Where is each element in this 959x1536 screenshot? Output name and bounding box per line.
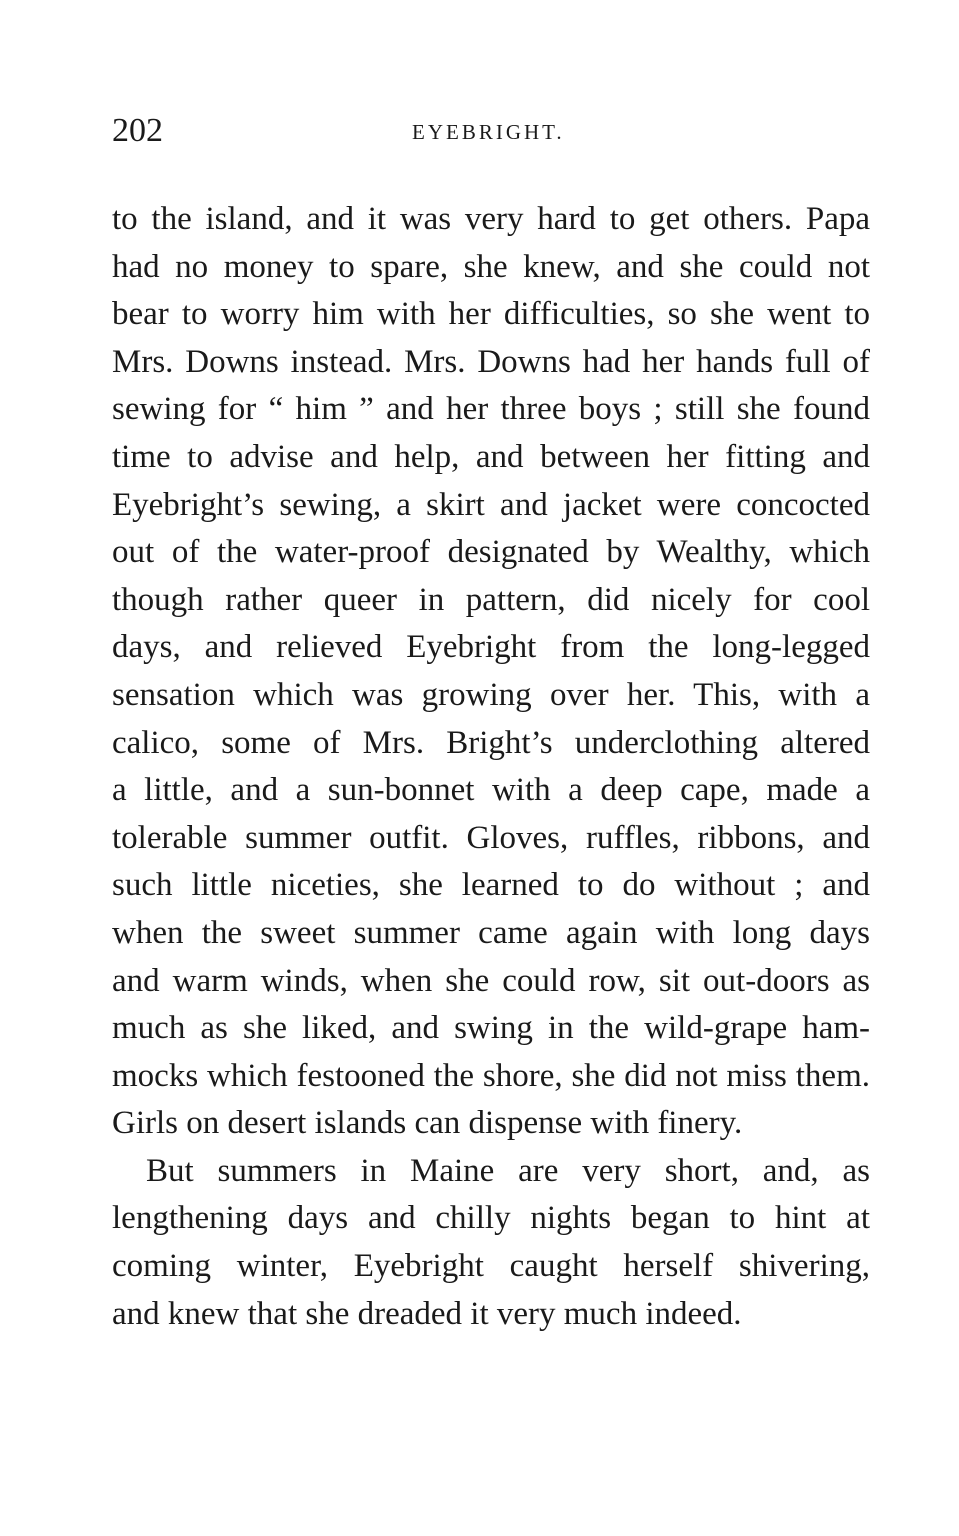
text-line: Girls on desert islands can dispense with finery. (112, 1105, 743, 1142)
text-line: to the island, and it was very hard to get others. Papa (112, 201, 870, 237)
text-line: coming winter, Eyebright caught herself shivering, (112, 1248, 870, 1285)
text-line: calico, some of Mrs. Bright’s underclothing altered (112, 724, 870, 761)
text-line: and knew that she dreaded it very much indeed. (112, 1295, 742, 1332)
text-line: had no money to spare, she knew, and she could not (112, 248, 870, 285)
text-line: time to advise and help, and between her fitting and (112, 438, 870, 475)
text-line: though rather queer in pattern, did nicely for cool (112, 581, 870, 618)
text-line: sensation which was growing over her. This, with a (112, 676, 870, 713)
paragraph-2 (112, 1148, 870, 1338)
body-text (112, 196, 870, 1338)
paragraph-1 (112, 196, 870, 1148)
text-line: Mrs. Downs instead. Mrs. Downs had her hands full of (112, 343, 870, 380)
text-line: when the sweet summer came again with long days (112, 914, 870, 951)
text-line: a little, and a sun-bonnet with a deep cape, made a (112, 772, 870, 809)
text-line: much as she liked, and swing in the wild-grape ham- (112, 1010, 870, 1047)
text-line: and warm winds, when she could row, sit out-doors as (112, 962, 870, 999)
text-line: sewing for “ him ” and her three boys ; still she found (112, 391, 870, 428)
text-line: such little niceties, she learned to do without ; and (112, 867, 870, 904)
page-number: 202 (112, 112, 163, 149)
text-line: days, and relieved Eyebright from the long-legged (112, 629, 870, 666)
running-title: EYEBRIGHT. (412, 120, 565, 144)
text-line: bear to worry him with her difficulties, so she went to (112, 296, 870, 333)
text-line: But summers in Maine are very short, and, as (146, 1152, 870, 1189)
running-head (112, 112, 872, 152)
text-line: tolerable summer outfit. Gloves, ruffles, ribbons, and (112, 819, 870, 856)
text-line: Eyebright’s sewing, a skirt and jacket were concocted (112, 486, 870, 523)
text-line: out of the water-proof designated by Wealthy, which (112, 534, 870, 571)
text-line: lengthening days and chilly nights began to hint at (112, 1200, 870, 1237)
text-line: mocks which festooned the shore, she did not miss them. (112, 1057, 870, 1094)
